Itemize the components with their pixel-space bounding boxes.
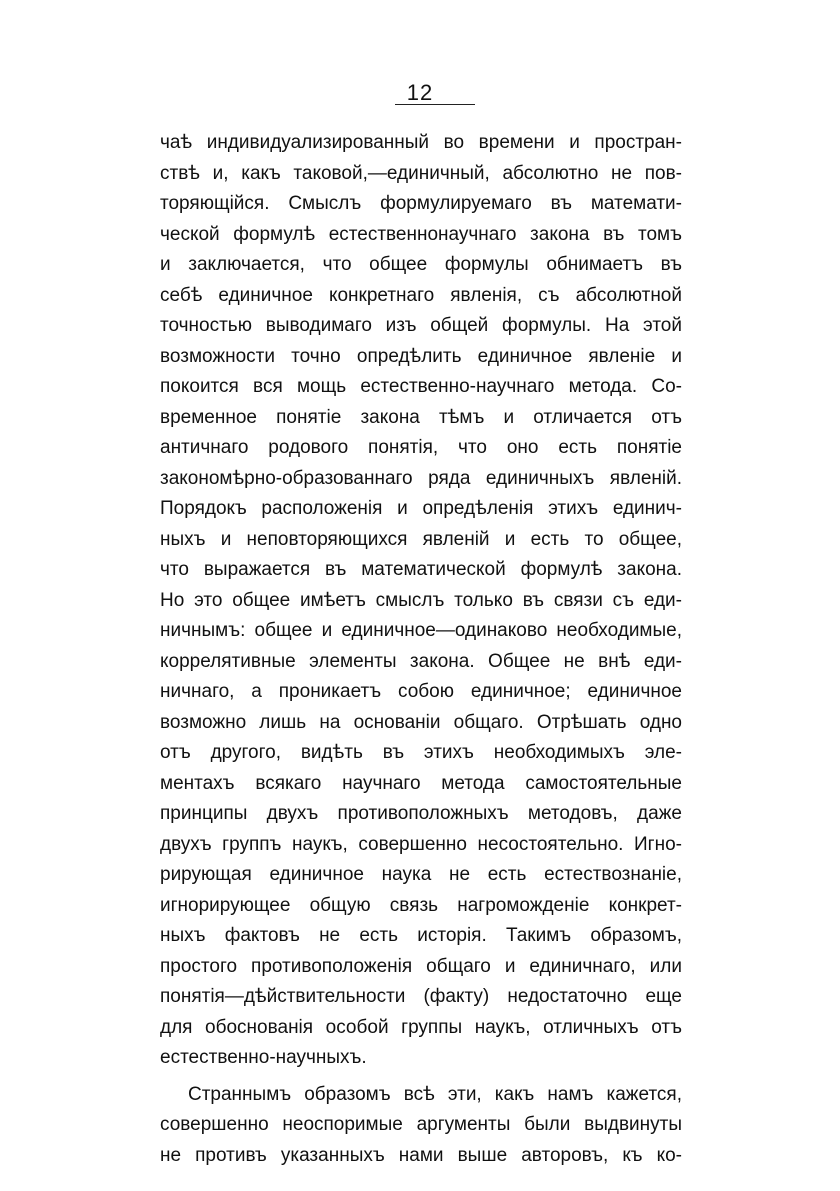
text-line: совершенно неоспоримые аргументы были выдвинуты — [160, 1114, 682, 1135]
text-line: ничнаго, а проникаетъ собою единичное; единичное — [160, 681, 682, 702]
text-line: естественно-научныхъ. — [160, 1047, 367, 1068]
text-line: возможности точно опредѣлить единичное явленіе и — [160, 345, 682, 367]
text-line: ныхъ фактовъ не есть исторія. Такимъ образомъ, — [160, 925, 682, 946]
text-line: не противъ указанныхъ нами выше авторовъ, къ ко- — [160, 1144, 682, 1166]
text-line: ментахъ всякаго научнаго метода самостоятельные — [160, 772, 682, 794]
text-line: чаѣ индивидуализированный во времени и простран- — [160, 132, 682, 153]
text-line: ничнымъ: общее и единичное—одинаково необходимые, — [160, 620, 682, 641]
text-line: отъ другого, видѣть въ этихъ необходимыхъ эле- — [160, 742, 682, 763]
text-line: Порядокъ расположенія и опредѣленія этихъ единич- — [160, 498, 682, 519]
text-line: закономѣрно-образованнаго ряда единичныхъ явленій. — [160, 467, 682, 489]
text-line: принципы двухъ противоположныхъ методовъ, даже — [160, 803, 682, 824]
text-line: простого противоположенія общаго и единичнаго, или — [160, 955, 682, 977]
text-line: понятія—дѣйствительности (факту) недостаточно еще — [160, 986, 682, 1007]
paragraph — [160, 128, 682, 1074]
text-line: покоится вся мощь естественно-научнаго метода. Со- — [160, 376, 682, 397]
text-line: коррелятивные элементы закона. Общее не внѣ еди- — [160, 650, 682, 672]
body-text — [160, 128, 682, 1171]
text-line: игнорирующее общую связь нагроможденіе конкрет- — [160, 894, 682, 916]
text-line: торяющійся. Смыслъ формулируемаго въ математи- — [160, 193, 682, 214]
text-line: двухъ группъ наукъ, совершенно несостоятельно. Игно- — [160, 833, 682, 855]
text-line: что выражается въ математической формулѣ закона. — [160, 559, 682, 580]
paragraph — [160, 1080, 682, 1172]
text-line: точностью выводимаго изъ общей формулы. На этой — [160, 315, 682, 336]
text-line: себѣ единичное конкретнаго явленія, съ абсолютной — [160, 284, 682, 306]
text-line: рирующая единичное наука не есть естествознаніе, — [160, 864, 682, 885]
text-line: Но это общее имѣетъ смыслъ только въ связи съ еди- — [160, 589, 682, 611]
text-line: ствѣ и, какъ таковой,—единичный, абсолютно не пов- — [160, 162, 682, 184]
text-line: и заключается, что общее формулы обнимаетъ въ — [160, 254, 682, 275]
page-number-rule — [395, 104, 475, 105]
text-line: ныхъ и неповторяющихся явленій и есть то общее, — [160, 528, 682, 550]
text-line: возможно лишь на основаніи общаго. Отрѣшать одно — [160, 711, 682, 733]
text-line: временное понятіе закона тѣмъ и отличается отъ — [160, 406, 682, 428]
page-number: 12 — [406, 80, 434, 105]
text-line: ческой формулѣ естественнонаучнаго закона въ томъ — [160, 223, 682, 245]
text-line: для обоснованія особой группы наукъ, отличныхъ отъ — [160, 1016, 682, 1038]
text-line: античнаго родового понятія, что оно есть понятіе — [160, 437, 682, 458]
text-line: Страннымъ образомъ всѣ эти, какъ намъ кажется, — [188, 1083, 682, 1105]
